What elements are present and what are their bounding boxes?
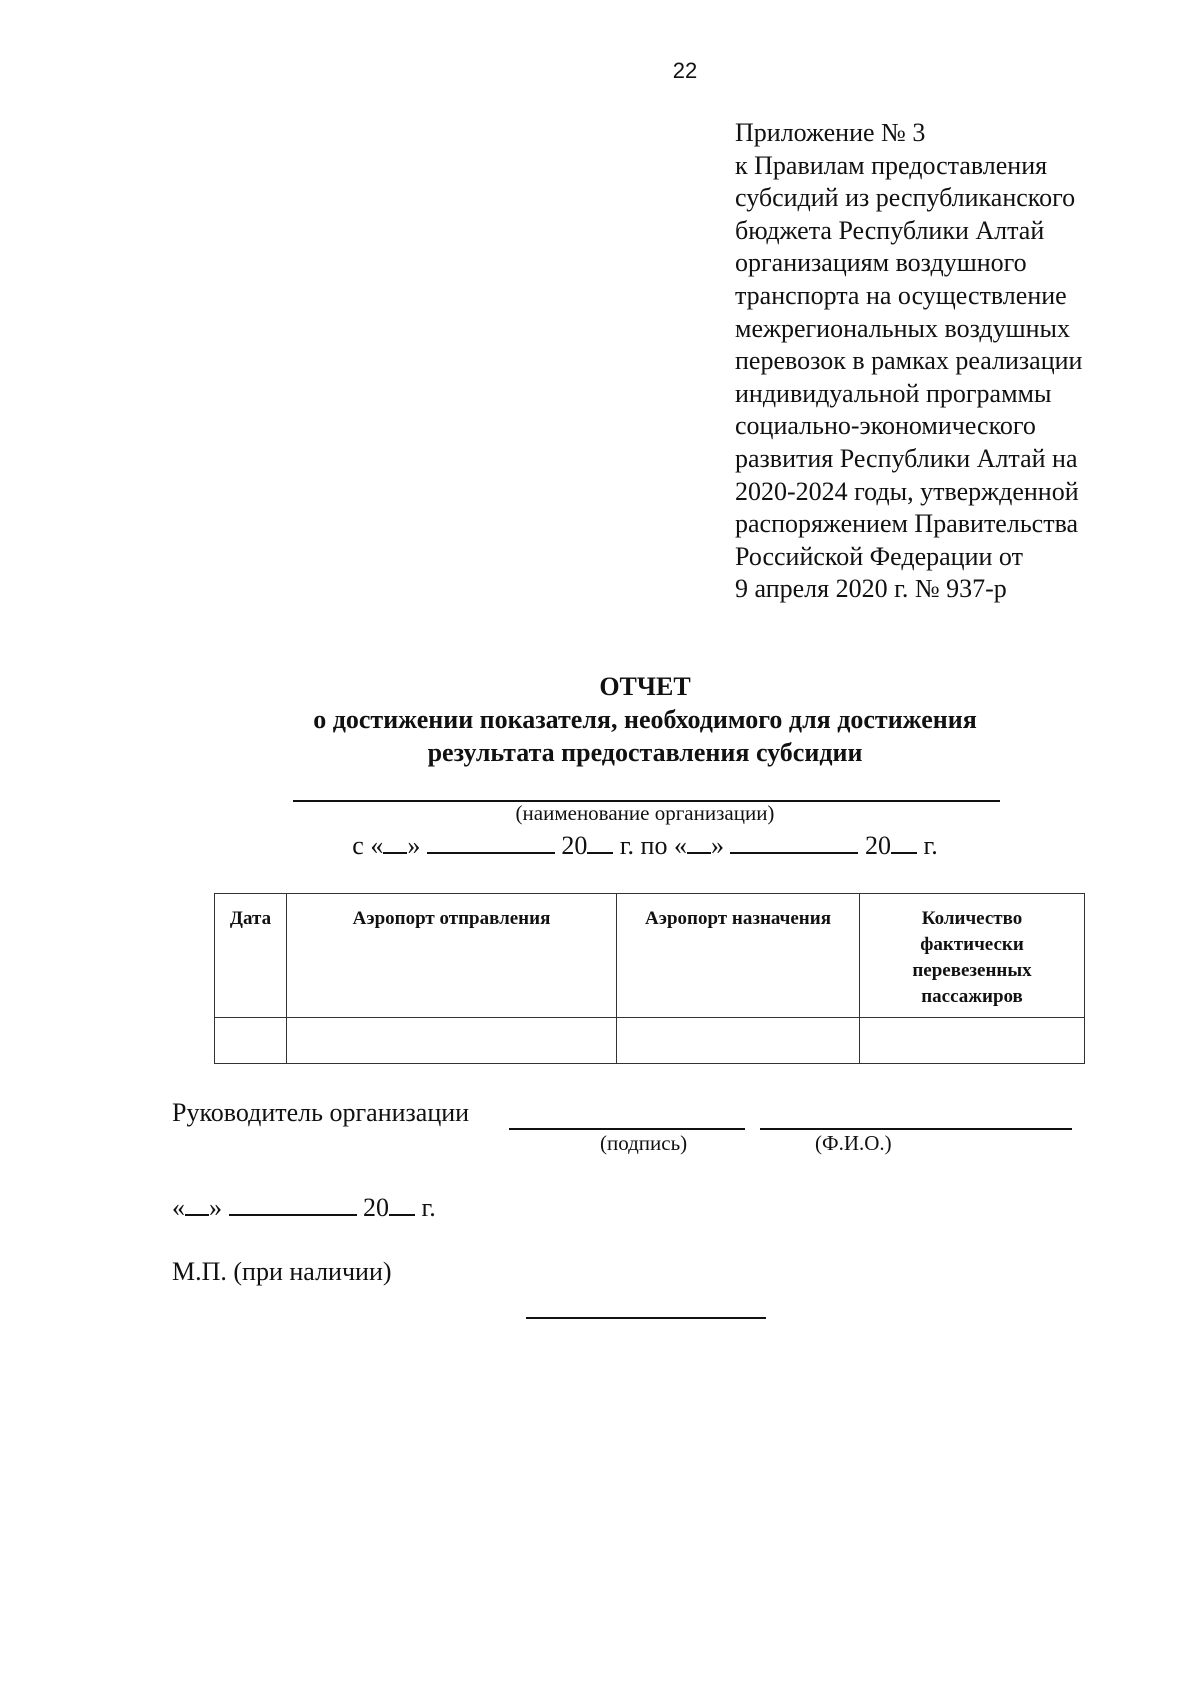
table-cell-passenger-count	[860, 1018, 1085, 1064]
period-from-prefix: с «	[352, 831, 384, 860]
reporting-period	[0, 830, 1200, 861]
date-year-blank	[389, 1192, 415, 1216]
period-from-year-blank	[587, 830, 613, 854]
table-cell-departure-airport	[287, 1018, 617, 1064]
appendix-line: Российской Федерации от	[735, 541, 1023, 571]
report-subtitle-line-1: о достижении показателя, необходимого для достижения	[313, 705, 977, 734]
column-header-date: Дата	[215, 894, 287, 1018]
period-from-year-prefix: 20	[561, 831, 588, 860]
appendix-line: транспорта на осуществление	[735, 280, 1067, 310]
signature-caption: (подпись)	[600, 1131, 688, 1155]
page-number: 22	[672, 58, 698, 83]
period-from-day-blank	[383, 830, 407, 854]
appendix-line: индивидуальной программы	[735, 378, 1052, 408]
appendix-line: бюджета Республики Алтай	[735, 215, 1045, 245]
table-row	[215, 1018, 1085, 1064]
date-close-quote: »	[209, 1193, 222, 1222]
bottom-blank-line	[526, 1317, 766, 1319]
appendix-line: социально-экономического	[735, 411, 1036, 441]
stamp-placeholder: М.П. (при наличии)	[172, 1257, 392, 1286]
appendix-line: 9 апреля 2020 г. № 937-р	[735, 574, 1007, 604]
period-to-year-suffix: г.	[923, 831, 938, 860]
fio-caption: (Ф.И.О.)	[815, 1131, 892, 1155]
appendix-line: 2020-2024 годы, утвержденной	[735, 476, 1079, 506]
period-to-quote-close: »	[710, 831, 724, 860]
appendix-line: распоряжением Правительства	[735, 509, 1079, 539]
period-from-year-suffix: г. по «	[619, 831, 687, 860]
date-open-quote: «	[172, 1193, 185, 1222]
report-title	[0, 670, 1200, 769]
date-day-blank	[185, 1192, 209, 1216]
period-from-quote-close: »	[407, 831, 421, 860]
signature-line	[509, 1128, 745, 1130]
date-year-prefix: 20	[363, 1193, 389, 1222]
table-header-row	[215, 894, 1085, 1018]
fio-line	[760, 1128, 1072, 1130]
table-cell-destination-airport	[617, 1018, 860, 1064]
report-heading: ОТЧЕТ	[599, 672, 691, 701]
appendix-header	[735, 117, 1175, 606]
report-subtitle-line-2: результата предоставления субсидии	[427, 738, 863, 767]
appendix-line: субсидий из республиканского	[735, 183, 1076, 213]
signature-date	[172, 1192, 436, 1223]
column-header-passenger-count: Количество фактически перевезенных пассажиров	[860, 894, 1085, 1018]
date-year-suffix: г.	[421, 1193, 436, 1222]
appendix-line: развития Республики Алтай на	[735, 443, 1078, 473]
appendix-line: перевозок в рамках реализации	[735, 346, 1083, 376]
organization-name-caption: (наименование организации)	[515, 801, 775, 825]
column-header-destination-airport: Аэропорт назначения	[617, 894, 860, 1018]
period-from-month-blank	[427, 830, 555, 854]
date-month-blank	[229, 1192, 357, 1216]
appendix-line: Приложение № 3	[735, 118, 926, 147]
signature-label: Руководитель организации	[172, 1098, 470, 1127]
period-to-year-blank	[891, 830, 917, 854]
table-cell-date	[215, 1018, 287, 1064]
period-to-month-blank	[730, 830, 858, 854]
period-to-year-prefix: 20	[864, 831, 891, 860]
report-table	[214, 893, 1085, 1064]
column-header-departure-airport: Аэропорт отправления	[287, 894, 617, 1018]
appendix-line: межрегиональных воздушных	[735, 313, 1071, 343]
appendix-line: организациям воздушного	[735, 248, 1027, 278]
period-to-day-blank	[687, 830, 711, 854]
appendix-line: к Правилам предоставления	[735, 150, 1048, 180]
